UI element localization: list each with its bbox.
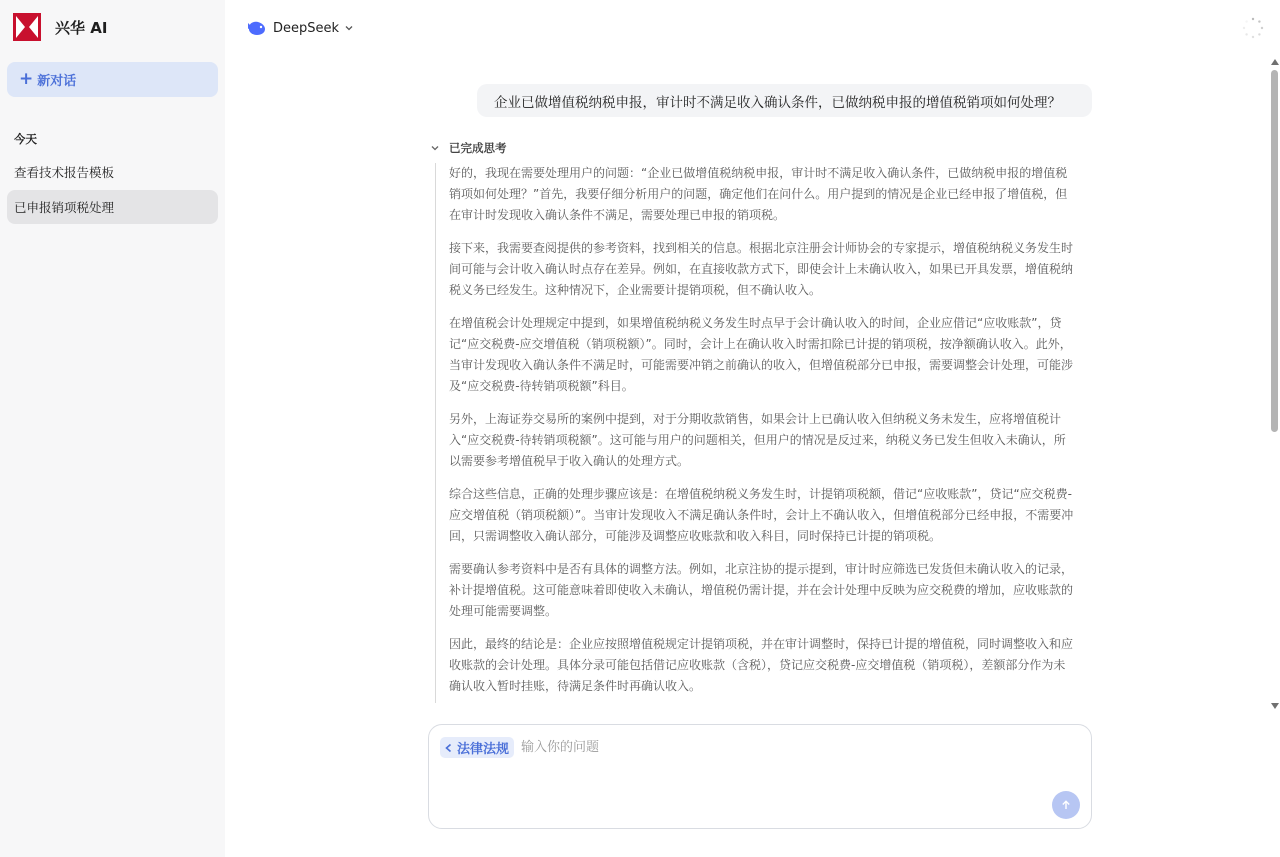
- history-item-active[interactable]: [7, 190, 218, 224]
- plus-icon: +: [19, 69, 34, 89]
- loading-spinner-icon: [1241, 16, 1265, 40]
- user-message-text: 企业已做增值税纳税申报，审计时不满足收入确认条件，已做纳税申报的增值税销项如何处理？: [494, 94, 1061, 111]
- brand: [13, 13, 107, 41]
- history-section-label: 今天: [14, 132, 37, 146]
- thinking-content: [449, 163, 1074, 709]
- thinking-toggle[interactable]: [430, 140, 507, 156]
- arrow-up-icon: [1060, 799, 1072, 811]
- chat-scrollbar[interactable]: [1268, 56, 1280, 714]
- message-composer: [428, 724, 1092, 829]
- thinking-paragraph: 因此，最终的结论是：企业应按照增值税规定计提销项税，并在审计调整时，保持已计提的增值税，同时调整收入和应收账款的会计处理。具体分录可能包括借记应收账款（含税），贷记应交税费-应交增值税（销项税），差额部分作为未确认收入暂时挂账，待满足条件时再确认收入。: [449, 637, 1074, 693]
- sidebar: [0, 0, 225, 857]
- history-item-label: 查看技术报告模板: [14, 165, 115, 180]
- new-chat-label: 新对话: [37, 74, 77, 89]
- thinking-label: 已完成思考: [449, 141, 507, 155]
- history-item[interactable]: [7, 155, 218, 189]
- new-chat-button[interactable]: [7, 62, 218, 97]
- chevron-down-icon: [430, 143, 440, 153]
- app-logo-icon: [13, 13, 41, 41]
- thinking-divider: [435, 163, 436, 703]
- thinking-paragraph: 综合这些信息，正确的处理步骤应该是：在增值税纳税义务发生时，计提销项税额，借记“应收账款”，贷记“应交税费-应交增值税（销项税额）”。当审计发现收入不满足确认条件时，会计上不确认收入，但增值税部分已经申报，不需要冲回，只需调整收入确认部分，可能涉及调整应收账款和收入科目，同时保持已计提的销项税。: [449, 487, 1074, 543]
- thinking-paragraph: 好的，我现在需要处理用户的问题：“企业已做增值税纳税申报，审计时不满足收入确认条件，已做纳税申报的增值税销项如何处理？”首先，我要仔细分析用户的问题，确定他们在问什么。用户提到的情况是企业已经申报了增值税，但在审计时发现收入确认条件不满足，需要处理已申报的销项税。: [449, 166, 1068, 222]
- app-name: 兴华 AI: [55, 18, 108, 37]
- model-name: DeepSeek: [273, 20, 340, 36]
- chevron-left-icon: [444, 743, 453, 753]
- scroll-thumb[interactable]: [1271, 70, 1278, 432]
- thinking-paragraph: 另外，上海证券交易所的案例中提到，对于分期收款销售，如果会计上已确认收入但纳税义务未发生，应将增值税计入“应交税费-待转销项税额”。这可能与用户的问题相关，但用户的情况是反过来，纳税义务已发生但收入未确认，所以需要参考增值税早于收入确认的处理方式。: [449, 412, 1066, 468]
- knowledge-base-chip[interactable]: [440, 737, 514, 758]
- thinking-paragraph: 在增值税会计处理规定中提到，如果增值税纳税义务发生时点早于会计确认收入的时间，企业应借记“应收账款”，贷记“应交税费-应交增值税（销项税额）”。同时，会计上在确认收入时需扣除已计提的销项税，按净额确认收入。此外，当审计发现收入确认条件不满足时，可能需要冲销之前确认的收入，但增值税部分已申报，需要调整会计处理，可能涉及“应交税费-待转销项税额”科目。: [449, 316, 1074, 393]
- thinking-paragraph: 接下来，我需要查阅提供的参考资料，找到相关的信息。根据北京注册会计师协会的专家提示，增值税纳税义务发生时间可能与会计收入确认时点存在差异。例如，在直接收款方式下，即使会计上未确认收入，如果已开具发票，增值税纳税义务已经发生。这种情况下，企业需要计提销项税，但不确认收入。: [449, 241, 1074, 297]
- model-selector[interactable]: [247, 16, 354, 40]
- question-input[interactable]: [521, 737, 1041, 758]
- scroll-up-arrow-icon[interactable]: [1271, 59, 1279, 65]
- scroll-down-arrow-icon[interactable]: [1271, 703, 1279, 709]
- history-item-label: 已申报销项税处理: [14, 200, 115, 215]
- thinking-paragraph: 需要确认参考资料中是否有具体的调整方法。例如，北京注协的提示提到，审计时应筛选已发货但未确认收入的记录，补计提增值税。这可能意味着即使收入未确认，增值税仍需计提，并在会计处理中反映为应交税费的增加，应收账款的处理可能需要调整。: [449, 562, 1074, 618]
- knowledge-base-chip-label: 法律法规: [457, 742, 510, 757]
- user-message-bubble: [477, 84, 1092, 117]
- deepseek-whale-icon: [247, 19, 267, 37]
- chevron-down-icon: [344, 23, 354, 33]
- send-button[interactable]: [1052, 791, 1080, 819]
